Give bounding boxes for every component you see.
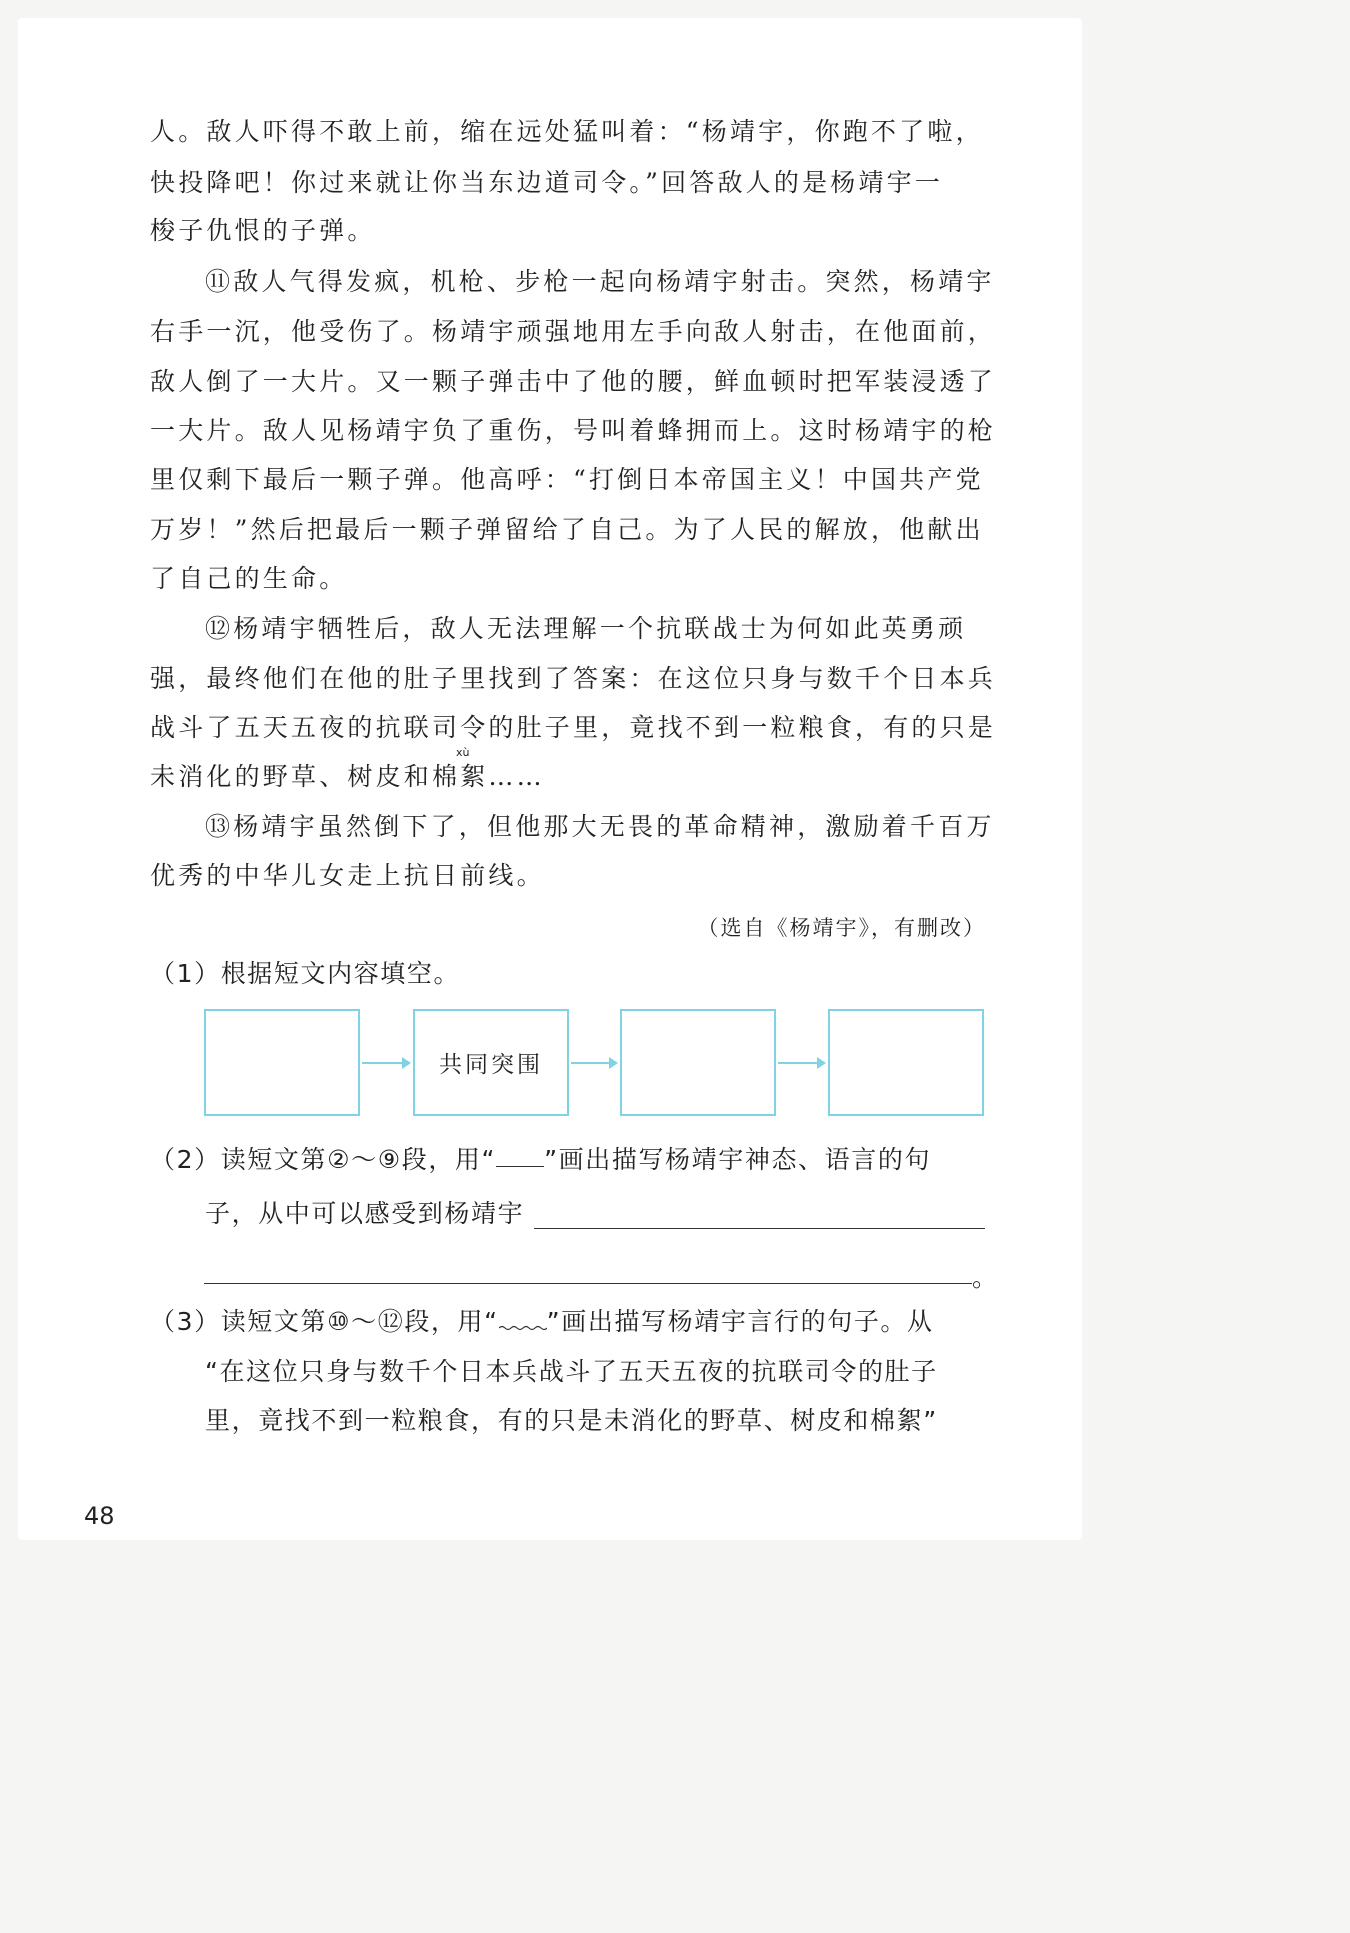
answer-blank-line[interactable] [534,1228,985,1229]
source-citation: （选自《杨靖宇》，有删改） [697,916,986,940]
question-2-text-b: ”画出描写杨靖宇神态、语言的句 [544,1145,932,1174]
passage-line: 里仅剩下最后一颗子弹。他高呼：“打倒日本帝国主义！中国共产党 [150,465,984,494]
flow-arrow-icon [778,1062,824,1064]
passage-line: 快投降吧！你过来就让你当东边道司令。”回答敌人的是杨靖宇一 [150,168,944,197]
passage-line: 一大片。敌人见杨靖宇负了重伤，号叫着蜂拥而上。这时杨靖宇的枪 [150,416,997,445]
question-3-line-2: “在这位只身与数千个日本兵战斗了五天五夜的抗联司令的肚子 [205,1357,938,1386]
passage-line: 强，最终他们在他的肚子里找到了答案：在这位只身与数千个日本兵 [150,664,997,693]
flow-box-1[interactable] [204,1009,360,1116]
straight-underline-symbol [496,1166,544,1167]
paragraph-12-start: ⑫杨靖宇牺牲后，敌人无法理解一个抗联战士为何如此英勇顽 [205,614,967,643]
passage-line: 人。敌人吓得不敢上前，缩在远处猛叫着：“杨靖宇，你跑不了啦， [150,117,984,146]
paragraph-13-start: ⑬杨靖宇虽然倒下了，但他那大无畏的革命精神，激励着千百万 [205,812,995,841]
page-number: 48 [84,1502,115,1530]
question-2-text-a: （2）读短文第②～⑨段，用“ [150,1145,497,1174]
passage-line: 万岁！”然后把最后一颗子弹留给了自己。为了人民的解放，他献出 [150,515,984,544]
passage-line: 战斗了五天五夜的抗联司令的肚子里，竟找不到一粒粮食，有的只是 [150,713,997,742]
answer-period: 。 [972,1263,999,1292]
question-3-text-b: ”画出描写杨靖宇言行的句子。从 [546,1307,934,1336]
passage-line: 右手一沉，他受伤了。杨靖宇顽强地用左手向敌人射击，在他面前， [150,317,997,346]
passage-line: 了自己的生命。 [150,564,348,593]
flow-arrow-icon [362,1062,409,1064]
question-1-prompt: （1）根据短文内容填空。 [150,959,461,988]
question-3-text-a: （3）读短文第⑩～⑫段，用“ [150,1307,499,1336]
pinyin-annotation: xù [456,746,470,759]
question-2-line-2: 子，从中可以感受到杨靖宇 [205,1199,525,1228]
passage-line: 敌人倒了一大片。又一颗子弹击中了他的腰，鲜血顿时把军装浸透了 [150,367,997,396]
flow-box-2: 共同突围 [413,1009,569,1116]
question-2-line-1 [150,1144,985,1176]
flow-box-4[interactable] [828,1009,984,1116]
passage-line: 未消化的野草、树皮和棉絮…… [150,762,545,791]
question-3-line-3: 里，竟找不到一粒粮食，有的只是未消化的野草、树皮和棉絮” [205,1406,938,1435]
passage-line: 梭子仇恨的子弹。 [150,216,376,245]
flow-box-3[interactable] [620,1009,776,1116]
passage-line: 优秀的中华儿女走上抗日前线。 [150,861,545,890]
answer-blank-line[interactable] [204,1283,972,1284]
wavy-underline-symbol [499,1325,547,1331]
flow-arrow-icon [571,1062,616,1064]
paragraph-11-start: ⑪敌人气得发疯，机枪、步枪一起向杨靖宇射击。突然，杨靖宇 [205,267,995,296]
question-3-line-1 [150,1306,985,1338]
